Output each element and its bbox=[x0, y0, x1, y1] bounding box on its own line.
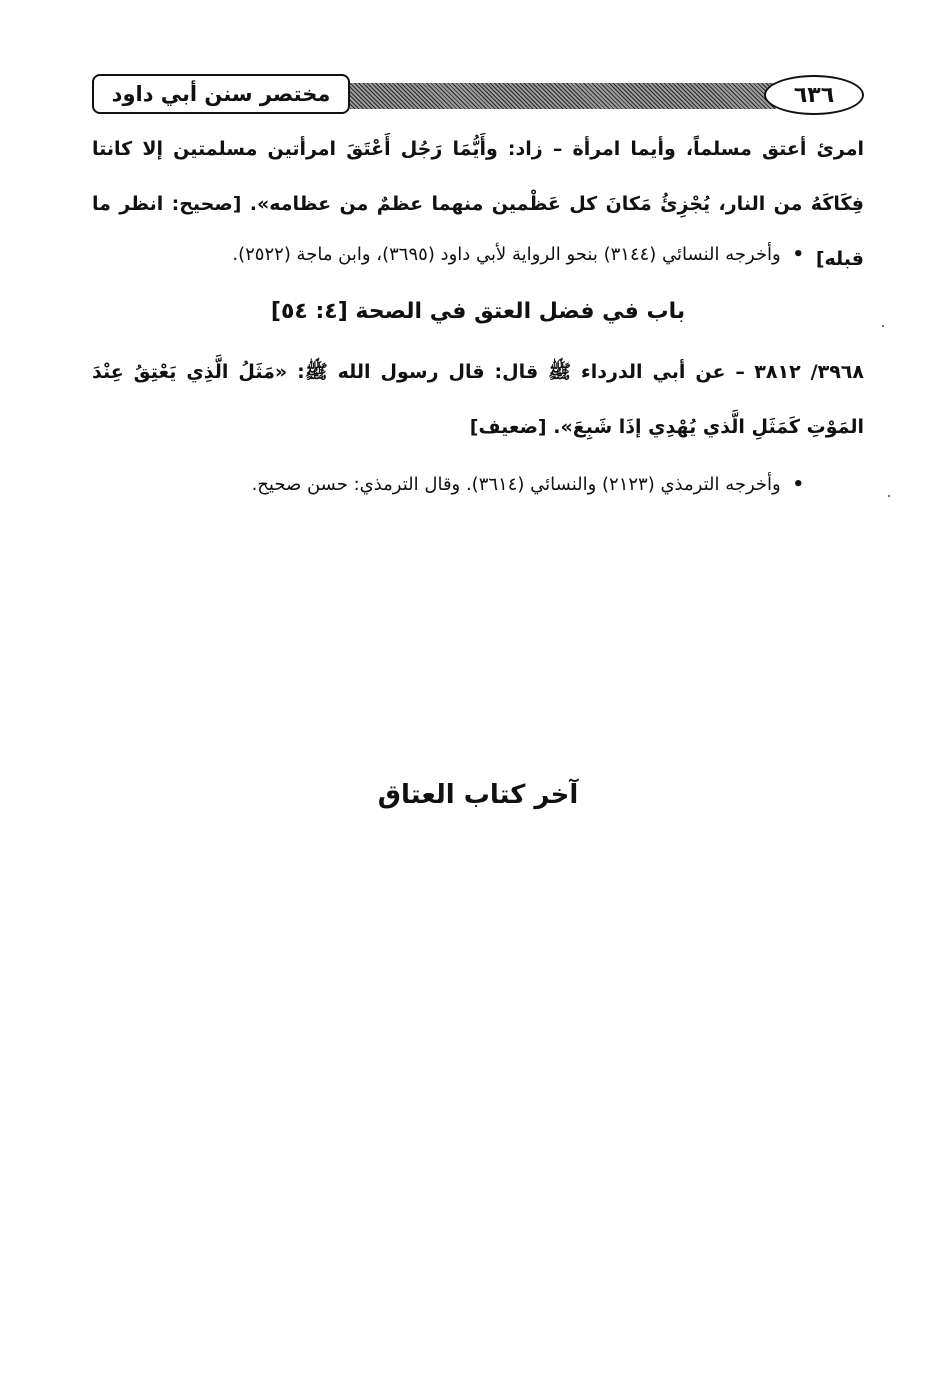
page-number: ٦٣٦ bbox=[793, 82, 835, 108]
hadith-number: ٣٩٦٨/ ٣٨١٢ bbox=[754, 361, 864, 383]
page-header bbox=[92, 74, 864, 118]
hadith-text: – عن أبي الدرداء ﷺ قال: قال رسول الله ﷺ: «مَثَلُ الَّذِي يَعْتِقُ عِنْدَ المَوْتِ كَمَثَلِ الَّذي يُهْدِي إذَا شَبِعَ». [ضعيف] bbox=[92, 361, 864, 438]
bullet-icon: • bbox=[792, 244, 804, 265]
footnote-1-text: وأخرجه النسائي (٣١٤٤) بنحو الرواية لأبي داود (٣٦٩٥)، وابن ماجة (٢٥٢٢). bbox=[232, 244, 781, 265]
header-title-box bbox=[92, 74, 350, 114]
page-number-box bbox=[764, 75, 864, 115]
scan-speck bbox=[888, 495, 890, 497]
footnote-1 bbox=[92, 240, 804, 270]
book-title: مختصر سنن أبي داود bbox=[111, 82, 331, 106]
book-end-heading: آخر كتاب العتاق bbox=[377, 780, 579, 810]
footnote-2-text: وأخرجه الترمذي (٢١٢٣) والنسائي (٣٦١٤). وقال الترمذي: حسن صحيح. bbox=[251, 474, 781, 495]
footnote-2 bbox=[120, 470, 804, 500]
hadith-paragraph bbox=[92, 345, 864, 455]
bullet-icon: • bbox=[792, 474, 804, 495]
hadith-continuation-text: امرئ أعتق مسلماً، وأيما امرأة – زاد: وأَيُّمَا رَجُل أَعْتَقَ امرأتين مسلمتين إلا كانتا فِكَاكَهُ من النار، يُجْزِئُ مَكانَ كل عَظْمين منهما عظمٌ من عظامه». [صحيح: انظر ما قبله] bbox=[92, 138, 864, 270]
header-decorative-band bbox=[350, 83, 776, 109]
chapter-heading: باب في فضل العتق في الصحة [٤: ٥٤] bbox=[270, 299, 686, 324]
scan-speck bbox=[882, 325, 884, 327]
